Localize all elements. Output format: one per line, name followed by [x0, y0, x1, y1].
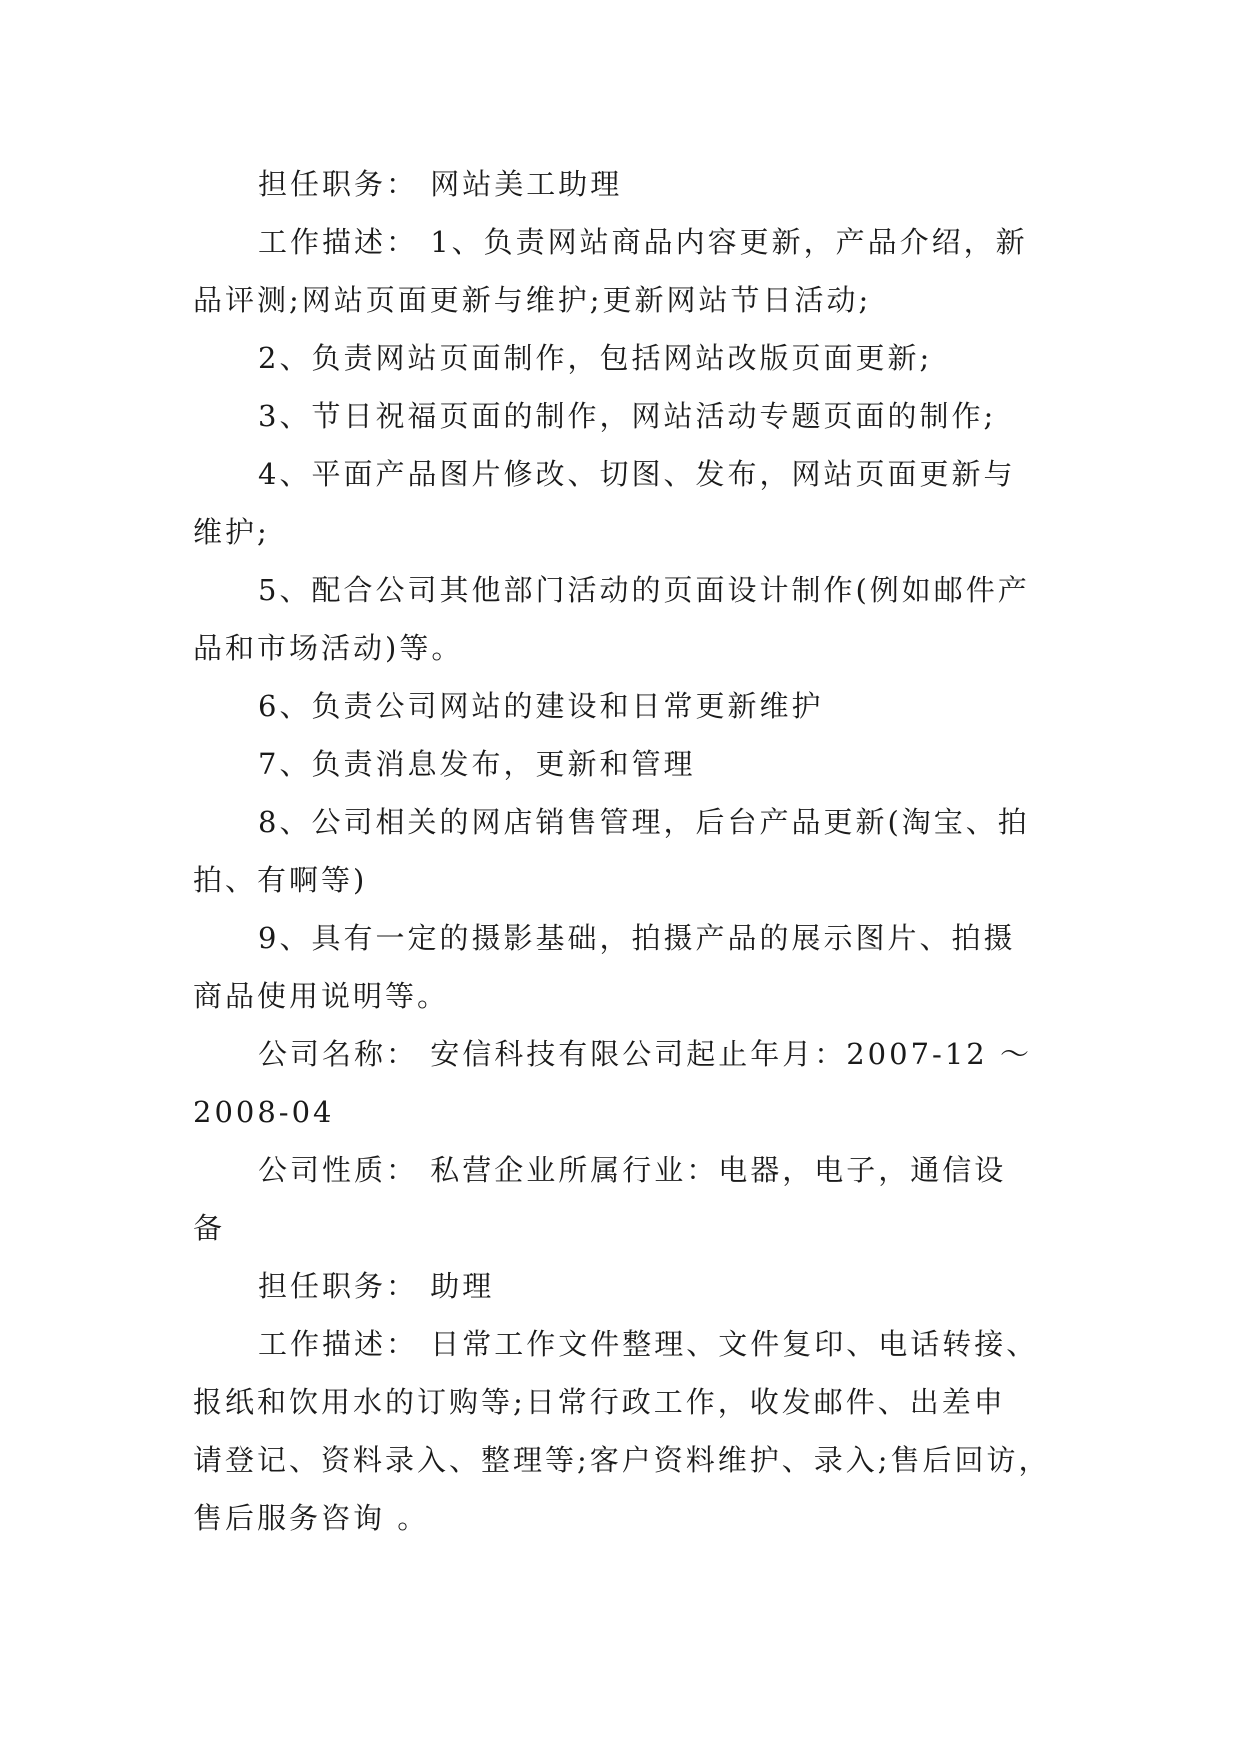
text-line: 9、具有一定的摄影基础，拍摄产品的展示图片、拍摄	[258, 921, 1016, 955]
text-line: 工作描述： 1、负责网站商品内容更新，产品介绍，新	[258, 225, 1028, 259]
text-line: 维护;	[193, 515, 270, 549]
text-line: 5、配合公司其他部门活动的页面设计制作(例如邮件产	[258, 573, 1030, 607]
text-line: 报纸和饮用水的订购等;日常行政工作，收发邮件、出差申	[193, 1385, 1006, 1419]
text-line: 担任职务： 助理	[258, 1269, 495, 1303]
text-line: 8、公司相关的网店销售管理，后台产品更新(淘宝、拍	[258, 805, 1030, 839]
text-line: 6、负责公司网站的建设和日常更新维护	[258, 689, 824, 723]
text-line: 品和市场活动)等。	[193, 631, 464, 665]
text-line: 公司性质： 私营企业所属行业：电器，电子，通信设	[258, 1153, 1007, 1187]
text-line: 2、负责网站页面制作，包括网站改版页面更新;	[258, 341, 933, 375]
text-line: 7、负责消息发布，更新和管理	[258, 747, 696, 781]
text-line: 请登记、资料录入、整理等;客户资料维护、录入;售后回访，	[193, 1443, 1051, 1477]
text-line: 拍、有啊等)	[193, 863, 368, 897]
text-line: 公司名称： 安信科技有限公司起止年月：2007-12 ～	[258, 1037, 1032, 1071]
text-line: 3、节日祝福页面的制作，网站活动专题页面的制作;	[258, 399, 997, 433]
text-line: 售后服务咨询 。	[193, 1501, 430, 1535]
text-line: 担任职务： 网站美工助理	[258, 167, 623, 201]
text-line: 品评测;网站页面更新与维护;更新网站节日活动;	[193, 283, 872, 317]
text-line: 备	[193, 1211, 226, 1245]
text-line: 工作描述： 日常工作文件整理、文件复印、电话转接、	[258, 1327, 1039, 1361]
text-line: 2008-04	[193, 1095, 335, 1129]
text-line: 4、平面产品图片修改、切图、发布，网站页面更新与	[258, 457, 1016, 491]
text-line: 商品使用说明等。	[193, 979, 450, 1013]
